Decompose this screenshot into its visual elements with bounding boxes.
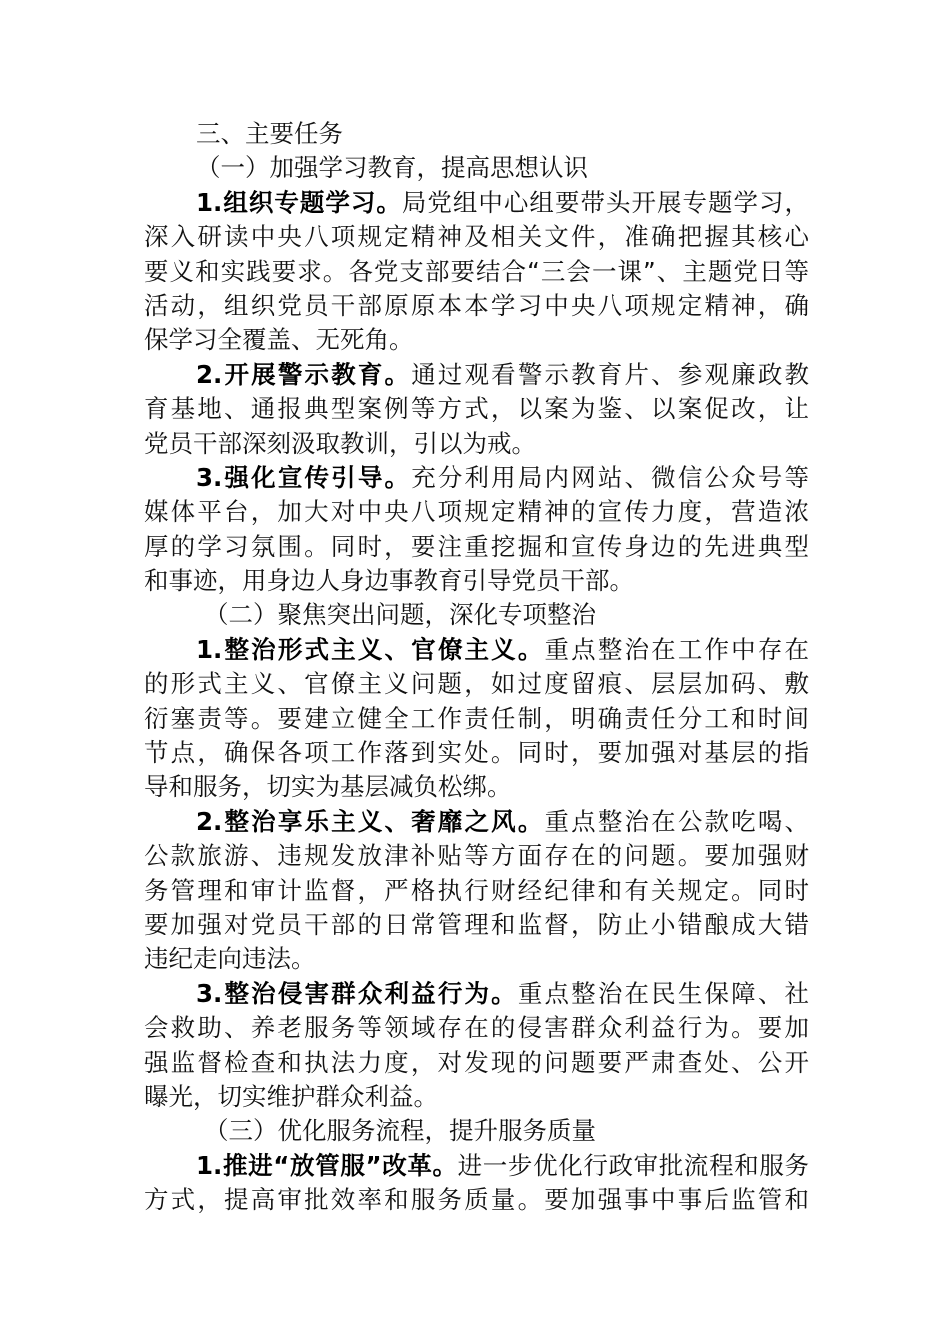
- paragraph-7-line-2: 方式，提高审批效率和服务质量。要加强事中事后监管和: [144, 1185, 809, 1215]
- section-heading-text: 三、主要任务: [196, 119, 343, 148]
- paragraph-1-line-4: 活动，组织党员干部原原本本学习中央八项规定精神，确: [144, 290, 809, 320]
- paragraph-2-text: 通过观看警示教育片、参观廉政教: [411, 359, 810, 389]
- subsection-heading-2: [144, 598, 809, 632]
- paragraph-7-heading: 1.推进“放管服”改革。: [196, 1150, 458, 1180]
- paragraph-1-line-1: [144, 186, 809, 220]
- paragraph-6-line-2: 会救助、养老服务等领域存在的侵害群众利益行为。要加: [144, 1013, 809, 1043]
- paragraph-3-heading: 3.强化宣传引导。: [196, 462, 412, 492]
- paragraph-6-line-1: [144, 977, 809, 1011]
- paragraph-1-text: 局党组中心组要带头开展专题学习，: [401, 187, 809, 217]
- paragraph-5-line-3: 务管理和审计监督，严格执行财经纪律和有关规定。同时: [144, 875, 809, 905]
- paragraph-5-line-1: [144, 805, 809, 839]
- paragraph-3-line-4: 和事迹，用身边人身边事教育引导党员干部。: [144, 566, 634, 596]
- paragraph-2-line-1: [144, 358, 809, 392]
- paragraph-3-line-2: 媒体平台，加大对中央八项规定精神的宣传力度，营造浓: [144, 497, 809, 527]
- paragraph-6-heading: 3.整治侵害群众利益行为。: [196, 978, 518, 1008]
- paragraph-3-line-3: 厚的学习氛围。同时，要注重挖掘和宣传身边的先进典型: [144, 531, 809, 561]
- paragraph-2-line-2: 育基地、通报典型案例等方式，以案为鉴、以案促改，让: [144, 394, 809, 424]
- paragraph-5-heading: 2.整治享乐主义、奢靡之风。: [196, 806, 545, 836]
- paragraph-1-line-3: 要义和实践要求。各党支部要结合“三会一课”、主题党日等: [144, 256, 809, 286]
- paragraph-4-line-2: 的形式主义、官僚主义问题，如过度留痕、层层加码、敷: [144, 669, 809, 699]
- document-body: [144, 117, 809, 1218]
- paragraph-2-heading: 2.开展警示教育。: [196, 359, 412, 389]
- paragraph-1-heading: 1.组织专题学习。: [196, 187, 402, 217]
- paragraph-2-line-3: 党员干部深刻汲取教训，引以为戒。: [144, 428, 536, 458]
- paragraph-1-line-2: 深入研读中央八项规定精神及相关文件，准确把握其核心: [144, 222, 809, 252]
- paragraph-4-line-5: 导和服务，切实为基层减负松绑。: [144, 772, 512, 802]
- paragraph-5-line-2: 公款旅游、违规发放津补贴等方面存在的问题。要加强财: [144, 841, 809, 871]
- paragraph-3-text: 充分利用局内网站、微信公众号等: [411, 462, 810, 492]
- paragraph-5-text: 重点整治在公款吃喝、: [544, 806, 810, 836]
- paragraph-7-text: 进一步优化行政审批流程和服务: [457, 1150, 810, 1180]
- paragraph-7-line-1: [144, 1149, 809, 1183]
- paragraph-4-line-1: [144, 633, 809, 667]
- paragraph-4-heading: 1.整治形式主义、官僚主义。: [196, 634, 545, 664]
- paragraph-4-line-4: 节点，确保各项工作落到实处。同时，要加强对基层的指: [144, 738, 809, 768]
- paragraph-6-line-3: 强监督检查和执法力度，对发现的问题要严肃查处、公开: [144, 1047, 809, 1077]
- subsection-heading-1: [144, 151, 809, 185]
- paragraph-4-line-3: 衍塞责等。要建立健全工作责任制，明确责任分工和时间: [144, 703, 809, 733]
- paragraph-4-text: 重点整治在工作中存在: [544, 634, 810, 664]
- subsection-heading-3-text: （三）优化服务流程，提升服务质量: [204, 1116, 596, 1146]
- paragraph-1-line-5: 保学习全覆盖、无死角。: [144, 325, 414, 355]
- subsection-heading-1-text: （一）加强学习教育，提高思想认识: [196, 153, 588, 183]
- paragraph-5-line-5: 违纪走向违法。: [144, 944, 316, 974]
- section-heading: [144, 117, 809, 151]
- subsection-heading-3: [144, 1114, 809, 1148]
- paragraph-6-line-4: 曝光，切实维护群众利益。: [144, 1081, 438, 1111]
- subsection-heading-2-text: （二）聚焦突出问题，深化专项整治: [204, 600, 596, 630]
- paragraph-6-text: 重点整治在民生保障、社: [517, 978, 809, 1008]
- paragraph-5-line-4: 要加强对党员干部的日常管理和监督，防止小错酿成大错: [144, 909, 809, 939]
- paragraph-3-line-1: [144, 461, 809, 495]
